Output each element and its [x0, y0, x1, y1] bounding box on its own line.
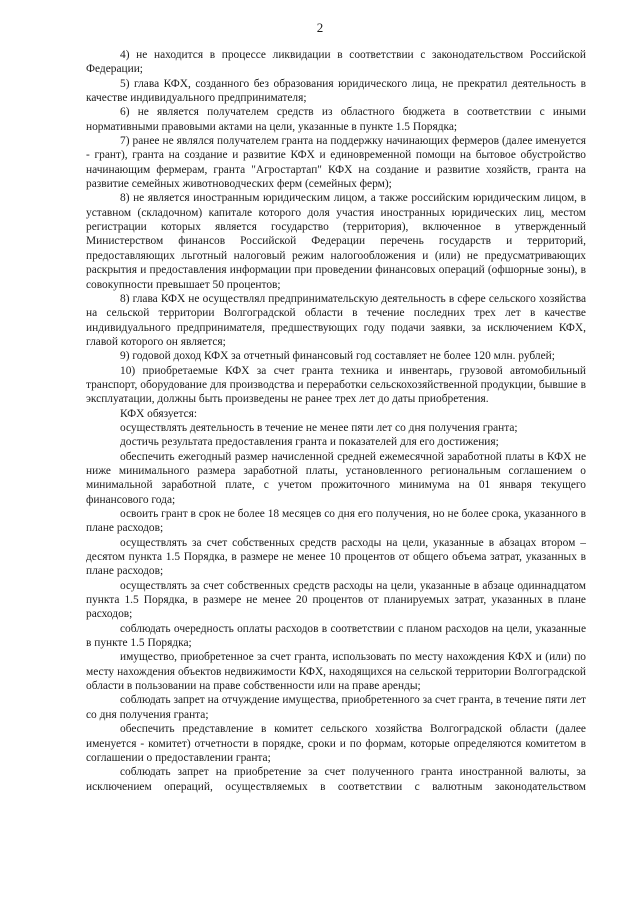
document-body [86, 48, 586, 794]
paragraph-obligation-own-funds-20: осуществлять за счет собственных средств расходы на цели, указанные в абзаце одиннадцатом пункта 1.5 Порядка, в размере не менее 20 процентов от планируемых затрат, указанных в плане расходов; [86, 579, 586, 621]
paragraph-obligation-salary: обеспечить ежегодный размер начисленной средней ежемесячной заработной платы в КФХ не ниже минимального размера заработной платы, установленного региональным соглашением о минимальной заработной плате, с учетом прожиточного минимума на 01 января текущего финансового года; [86, 450, 586, 506]
paragraph-obligation-result: достичь результата предоставления гранта и показателей для его достижения; [120, 436, 499, 449]
paragraph-obligation-activity: осуществлять деятельность в течение не менее пяти лет со дня получения гранта; [120, 421, 518, 434]
paragraph-item-8-foreign: 8) не является иностранным юридическим лицом, а также российским юридическим лицом, в уставном (складочном) капитале которого доля участия иностранных юридических лиц, местом регистрации которых является государство (территория), включенное в утвержденный Министерством финансов Российской Федерации перечень государств и территорий, предоставляющих льготный налоговый режим налогообложения и (или) не предусматривающих раскрытия и предоставления информации при проведении финансовых операций (офшорные зоны), в совокупности превышает 50 процентов; [86, 192, 586, 291]
paragraph-obligation-property-use: имущество, приобретенное за счет гранта, использовать по месту нахождения КФХ и (или) по месту нахождения объектов недвижимости КФХ, находящихся на сельской территории Волгоградской области в пользовании на праве собственности или на праве аренды; [86, 651, 586, 693]
paragraph-item-10: 10) приобретаемые КФХ за счет гранта техника и инвентарь, грузовой автомобильный транспорт, оборудование для производства и переработки сельскохозяйственной продукции, бывшие в эксплуатации, должны быть произведены не ранее трех лет до даты приобретения. [86, 364, 586, 406]
paragraph-obligation-alienation: соблюдать запрет на отчуждение имущества, приобретенного за счет гранта, в течение пяти лет со дня получения гранта; [86, 694, 586, 721]
paragraph-item-8-activity: 8) глава КФХ не осуществлял предпринимательскую деятельность в сфере сельского хозяйства на сельской территории Волгоградской области в течение последних трех лет в качестве индивидуального предпринимателя, предшествующих году подачи заявки, за исключением КФХ, главой которого он является; [86, 292, 586, 348]
paragraph-obligation-own-funds-10: осуществлять за счет собственных средств расходы на цели, указанные в абзацах втором – десятом пункта 1.5 Порядка, в размере не менее 10 процентов от общего объема затрат, указанных в плане расходов; [86, 536, 586, 578]
paragraph-item-7: 7) ранее не являлся получателем гранта на поддержку начинающих фермеров (далее именуется - грант), гранта на создание и развитие КФХ и единовременной помощи на бытовое обустройство начинающим фермерам, гранта "Агростартап" КФХ на создание и развитие хозяйств, гранта на развитие семейных животноводческих ферм (семейных ферм); [86, 135, 586, 191]
paragraph-obligation-reporting: обеспечить представление в комитет сельского хозяйства Волгоградской области (далее именуется - комитет) отчетности в порядке, сроки и по формам, которые определяются комитетом в соглашении о предоставлении гранта; [86, 723, 586, 764]
paragraph-item-9: 9) годовой доход КФХ за отчетный финансовый год составляет не более 120 млн. рублей; [120, 350, 555, 363]
page-number: 2 [316, 20, 324, 35]
paragraph-obligation-order: соблюдать очередность оплаты расходов в соответствии с планом расходов на цели, указанные в пункте 1.5 Порядка; [86, 622, 586, 650]
paragraph-obligations-heading: КФХ обязуется: [120, 407, 198, 420]
paragraph-item-6: 6) не является получателем средств из областного бюджета в соответствии с иными нормативными правовыми актами на цели, указанные в пункте 1.5 Порядка; [86, 106, 586, 133]
paragraph-obligation-term: освоить грант в срок не более 18 месяцев со дня его получения, но не более срока, указанного в плане расходов; [86, 508, 586, 535]
paragraph-obligation-currency: соблюдать запрет на приобретение за счет полученного гранта иностранной валюты, за исключением операций, осуществляемых в соответствии с валютным законодательством [86, 766, 586, 793]
paragraph-item-5: 5) глава КФХ, созданного без образования юридического лица, не прекратил деятельность в качестве индивидуального предпринимателя; [86, 77, 586, 105]
paragraph-item-4: 4) не находится в процессе ликвидации в соответствии с законодательством Российской Федерации; [86, 49, 586, 76]
